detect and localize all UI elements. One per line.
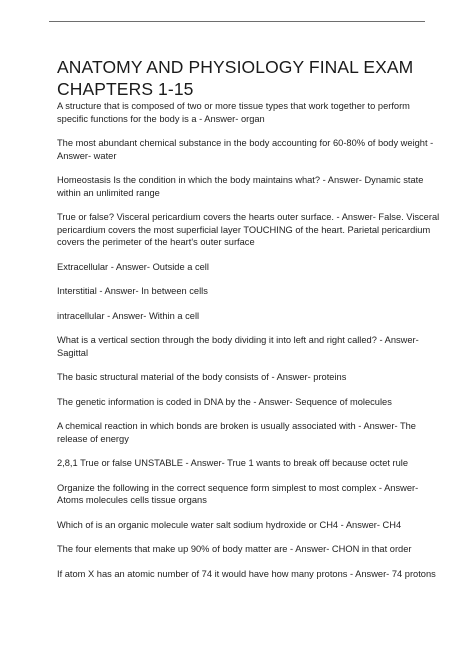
qa-item: The basic structural material of the body consists of - Answer- proteins (57, 372, 347, 382)
qa-item: Homeostasis Is the condition in which the body maintains what? - Answer- Dynamic state within an unlimited range (57, 175, 424, 198)
qa-item: The most abundant chemical substance in the body accounting for 60-80% of body weight - Answer- water (57, 138, 434, 161)
qa-item: Extracellular - Answer- Outside a cell (57, 261, 209, 272)
qa-item: intracellular - Answer- Within a cell (57, 310, 200, 321)
qa-item: Which of is an organic molecule water salt sodium hydroxide or CH4 - Answer- CH4 (57, 519, 402, 530)
qa-item: Interstitial - Answer- In between cells (57, 286, 208, 296)
qa-item: What is a vertical section through the body dividing it into left and right called? - Answer- Sagittal (57, 335, 419, 358)
document-title: ANATOMY AND PHYSIOLOGY FINAL EXAM CHAPTERS 1-15 (57, 57, 414, 99)
qa-list (57, 100, 442, 592)
qa-item: The genetic information is coded in DNA by the - Answer- Sequence of molecules (57, 396, 392, 407)
qa-item: True or false? Visceral pericardium covers the hearts outer surface. - Answer- False. Visceral pericardium covers the most superficial layer TOUCHING of the heart. Parietal pericardium covers the perimeter of the heart's outer surface (57, 212, 440, 247)
qa-item: 2,8,1 True or false UNSTABLE - Answer- True 1 wants to break off because octet rule (57, 458, 409, 468)
qa-item: A chemical reaction in which bonds are broken is usually associated with - Answer- The release of energy (57, 421, 416, 444)
qa-item: Organize the following in the correct sequence form simplest to most complex - Answer- Atoms molecules cells tissue organs (57, 482, 419, 505)
top-divider (49, 21, 425, 22)
qa-item: The four elements that make up 90% of body matter are - Answer- CHON in that order (57, 544, 412, 554)
qa-item: If atom X has an atomic number of 74 it would have how many protons - Answer- 74 protons (57, 568, 436, 579)
qa-item: A structure that is composed of two or more tissue types that work together to perform specific functions for the body is a - Answer- organ (57, 101, 410, 124)
